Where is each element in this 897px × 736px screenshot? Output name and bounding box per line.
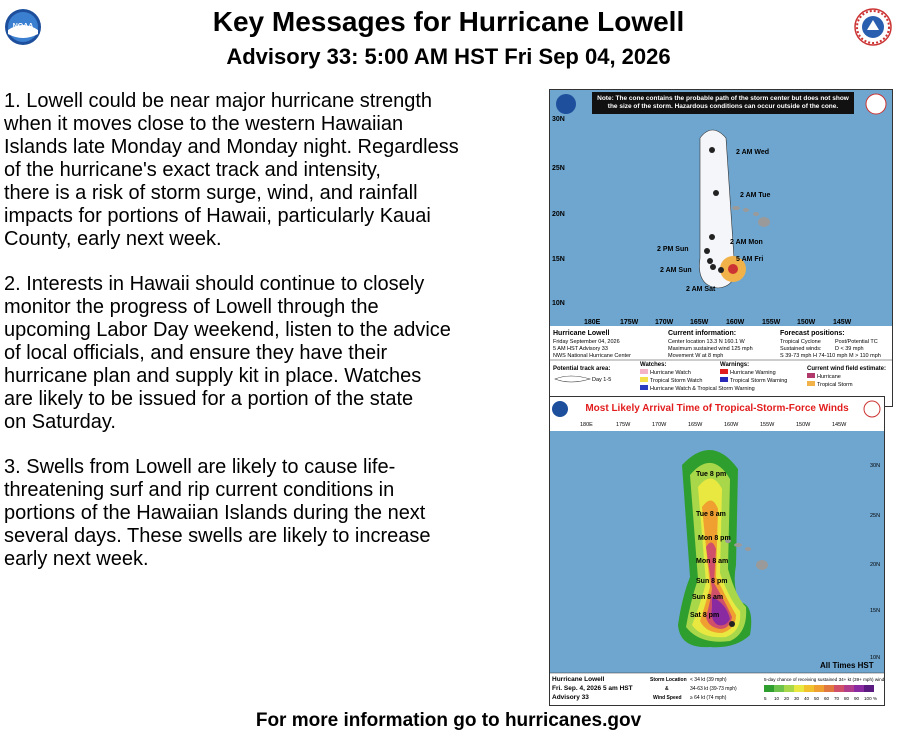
legend-storm-name: Hurricane Lowell <box>553 330 610 337</box>
legend-combo: Hurricane Watch & Tropical Storm Warning <box>650 386 755 392</box>
lat-label: 10N <box>552 300 565 307</box>
time-label-tue-pm: Tue 8 pm <box>696 471 727 478</box>
chance-tick: 70 <box>834 696 840 701</box>
legend-movement: Movement W at 8 mph <box>668 353 724 359</box>
lon-label: 160W <box>724 422 739 428</box>
chance-tick: 80 <box>844 696 850 701</box>
legend-forecast-title: Forecast positions: <box>780 330 845 337</box>
lat-label: 20N <box>870 562 881 568</box>
legend-chance-title: 5-day chance of receiving sustained 34+ kt (39+ mph) winds <box>764 677 884 682</box>
legend-warnings-title: Warnings: <box>720 362 750 368</box>
lon-label: 145W <box>833 319 852 326</box>
chance-swatch <box>774 685 784 692</box>
legend-shm-wind: S 39-73 mph H 74-110 mph M > 110 mph <box>780 353 881 359</box>
legend-sustained: Sustained winds: <box>780 346 822 352</box>
hurricane-warning-swatch <box>720 369 728 374</box>
track-label-tue: 2 AM Tue <box>740 192 771 199</box>
chance-swatch <box>804 685 814 692</box>
lon-label: 170W <box>655 319 674 326</box>
lon-label: 165W <box>688 422 703 428</box>
track-label-mon: 2 AM Mon <box>730 239 763 246</box>
legend-center-location: Center location 13.3 N 160.1 W <box>668 339 745 345</box>
page-title: Key Messages for Hurricane Lowell <box>212 6 685 37</box>
cone-note-line1: Note: The cone contains the probable path of the storm center but does not show <box>597 95 849 102</box>
lon-label: 180E <box>584 319 601 326</box>
chance-swatch <box>794 685 804 692</box>
track-label-sun-pm: 2 PM Sun <box>657 246 689 253</box>
lat-label: 25N <box>870 513 881 519</box>
lon-label: 155W <box>762 319 781 326</box>
chance-tick: 40 <box>804 696 810 701</box>
lon-label: 155W <box>760 422 775 428</box>
legend-watches-title: Watches: <box>640 362 667 368</box>
legend-tc: Tropical Cyclone <box>780 339 821 345</box>
chance-tick: 60 <box>824 696 830 701</box>
lon-label: 170W <box>652 422 667 428</box>
chance-tick: 10 <box>774 696 780 701</box>
legend-storm-location: Storm Location <box>650 677 687 683</box>
ts-warning-swatch <box>720 377 728 382</box>
legend-advisory: 5 AM HST Advisory 33 <box>553 346 608 352</box>
legend-ts-watch: Tropical Storm Watch <box>650 378 703 384</box>
chance-tick: 20 <box>784 696 790 701</box>
forecast-cone-map <box>549 89 893 407</box>
legend-hurricane-watch: Hurricane Watch <box>650 370 691 376</box>
noaa-small-icon <box>552 401 568 417</box>
chance-swatch <box>854 685 864 692</box>
noaa-small-icon <box>556 94 576 114</box>
arrival-title: Most Likely Arrival Time of Tropical-Storm-Force Winds <box>585 403 849 414</box>
lat-label: 30N <box>870 463 881 469</box>
legend-wind-field-title: Current wind field estimate: <box>807 366 887 372</box>
chance-swatch <box>784 685 794 692</box>
advisory-subtitle: Advisory 33: 5:00 AM HST Fri Sep 04, 2026 <box>226 44 671 69</box>
chance-tick: 30 <box>794 696 800 701</box>
legend-w3: ≥ 64 kt (74 mph) <box>690 695 727 701</box>
chance-tick: 90 <box>854 696 860 701</box>
lon-label: 160W <box>726 319 745 326</box>
chance-swatch <box>814 685 824 692</box>
nws-logo <box>854 8 892 46</box>
legend-ts-warning: Tropical Storm Warning <box>730 378 788 384</box>
legend-center: NWS National Hurricane Center <box>553 353 631 359</box>
legend-track-area: Potential track area: <box>553 366 611 372</box>
legend-hurricane-warning: Hurricane Warning <box>730 370 776 376</box>
arrival-legend-advisory: Advisory 33 <box>552 694 589 701</box>
key-message-1: 1. Lowell could be near major hurricane strength when it moves close to the western Hawaiian Islands late Monday and Monday night. Regardless of the hurricane's exact track and intensity, there is a risk of storm surge, wind, and rainfall impacts for portions of Hawaii, particularly Kauai County, early next week. <box>4 90 459 250</box>
legend-max-wind: Maximum sustained wind 125 mph <box>668 346 753 352</box>
legend-date: Friday September 04, 2026 <box>553 339 620 345</box>
arrival-time-map <box>549 396 885 706</box>
legend-wf-ts: Tropical Storm <box>817 382 853 388</box>
key-message-3: 3. Swells from Lowell are likely to cause life- threatening surf and rip current conditions in portions of the Hawaiian Islands during the next several days. These swells are likely to increase early next week. <box>4 456 431 570</box>
legend-wf-hurricane: Hurricane <box>817 374 841 380</box>
lon-label: 145W <box>832 422 847 428</box>
cone-note-line2: the size of the storm. Hazardous conditions can occur outside of the cone. <box>607 103 839 110</box>
lon-label: 150W <box>797 319 816 326</box>
lat-label: 15N <box>552 256 565 263</box>
time-label-mon-pm: Mon 8 pm <box>698 535 731 542</box>
time-label-tue-am: Tue 8 am <box>696 511 726 518</box>
time-label-sat-pm: Sat 8 pm <box>690 612 720 619</box>
wf-hurricane-swatch <box>807 373 815 378</box>
arrival-legend-date: Fri. Sep. 4, 2026 5 am HST <box>552 685 633 692</box>
lat-label: 25N <box>552 165 565 172</box>
lat-label: 20N <box>552 211 565 218</box>
wf-ts-swatch <box>807 381 815 386</box>
key-message-2: 2. Interests in Hawaii should continue to closely monitor the progress of Lowell through the upcoming Labor Day weekend, listen to the advice of local officials, and ensure they have their hurricane plan and supply kit in place. Watches are likely to be issued for a portion of the state on Saturday. <box>4 273 451 433</box>
lat-label: 15N <box>870 608 881 614</box>
chance-tick: 5 <box>764 696 767 701</box>
storm-location-marker <box>729 621 735 627</box>
chance-swatch <box>844 685 854 692</box>
nws-small-icon <box>866 94 886 114</box>
legend-w2: 34-63 kt (39-73 mph) <box>690 686 737 692</box>
all-times-label: All Times HST <box>820 661 874 670</box>
legend-day-range: Day 1-5 <box>592 377 612 383</box>
chance-swatch <box>834 685 844 692</box>
legend-d-wind: D < 39 mph <box>835 346 864 352</box>
legend-current-title: Current information: <box>668 330 737 337</box>
track-label-wed: 2 AM Wed <box>736 149 770 156</box>
track-label-sat: 2 AM Sat <box>686 286 716 293</box>
time-label-sun-am: Sun 8 am <box>692 594 724 601</box>
time-label-sun-pm: Sun 8 pm <box>696 578 728 585</box>
lon-label: 165W <box>690 319 709 326</box>
footer-link-text[interactable]: For more information go to hurricanes.gov <box>255 710 642 731</box>
chance-tick: 100 % <box>864 696 878 701</box>
ts-watch-swatch <box>640 377 648 382</box>
track-label-sun-am: 2 AM Sun <box>660 267 692 274</box>
hurricane-wind-field <box>728 264 738 274</box>
lon-label: 150W <box>796 422 811 428</box>
combo-swatch <box>640 385 648 390</box>
arrival-legend-storm-name: Hurricane Lowell <box>552 676 605 683</box>
legend-amp: & <box>665 686 669 692</box>
lat-label: 30N <box>552 116 565 123</box>
lon-label: 175W <box>616 422 631 428</box>
chance-swatch <box>824 685 834 692</box>
chance-tick: 50 <box>814 696 820 701</box>
svg-text:NOAA: NOAA <box>12 23 34 30</box>
legend-wind-speed: Wind Speed <box>653 695 682 701</box>
track-label-fri: 5 AM Fri <box>736 256 764 263</box>
chance-swatch <box>764 685 774 692</box>
hurricane-watch-swatch <box>640 369 648 374</box>
time-label-mon-am: Mon 8 am <box>696 558 729 565</box>
lon-label: 180E <box>580 422 593 428</box>
nws-small-icon <box>864 401 880 417</box>
legend-w1: < 34 kt (39 mph) <box>690 677 727 683</box>
lat-label: 10N <box>870 655 881 661</box>
lon-label: 175W <box>620 319 639 326</box>
chance-swatch <box>864 685 874 692</box>
legend-post-tc: Post/Potential TC <box>835 339 878 345</box>
